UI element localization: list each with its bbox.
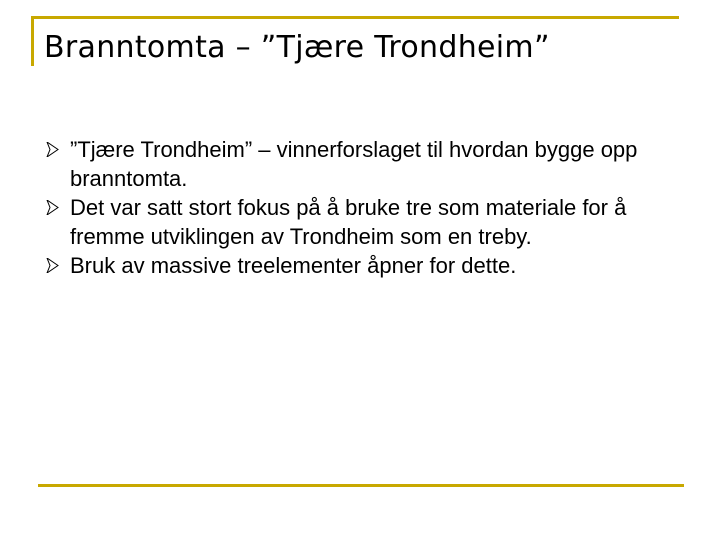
bullet-item [48,193,688,251]
bottom-rule [38,484,684,487]
bullet-text: Bruk av massive treelementer åpner for dette. [70,253,517,278]
arrowhead-bullet-icon [46,258,59,273]
title-frame-top-rule [31,16,679,19]
slide-title: Branntomta – ”Tjære Trondheim” [44,30,550,65]
title-frame-left-rule [31,16,34,66]
arrowhead-bullet-icon [46,200,59,215]
bullet-list [48,135,688,280]
bullet-item [48,135,688,193]
bullet-text: Det var satt stort fokus på å bruke tre som materiale for å fremme utviklingen av Trondheim som en treby. [70,195,627,249]
bullet-text: ”Tjære Trondheim” – vinnerforslaget til hvordan bygge opp branntomta. [70,137,638,191]
arrowhead-bullet-icon [46,142,59,157]
bullet-item [48,251,688,280]
